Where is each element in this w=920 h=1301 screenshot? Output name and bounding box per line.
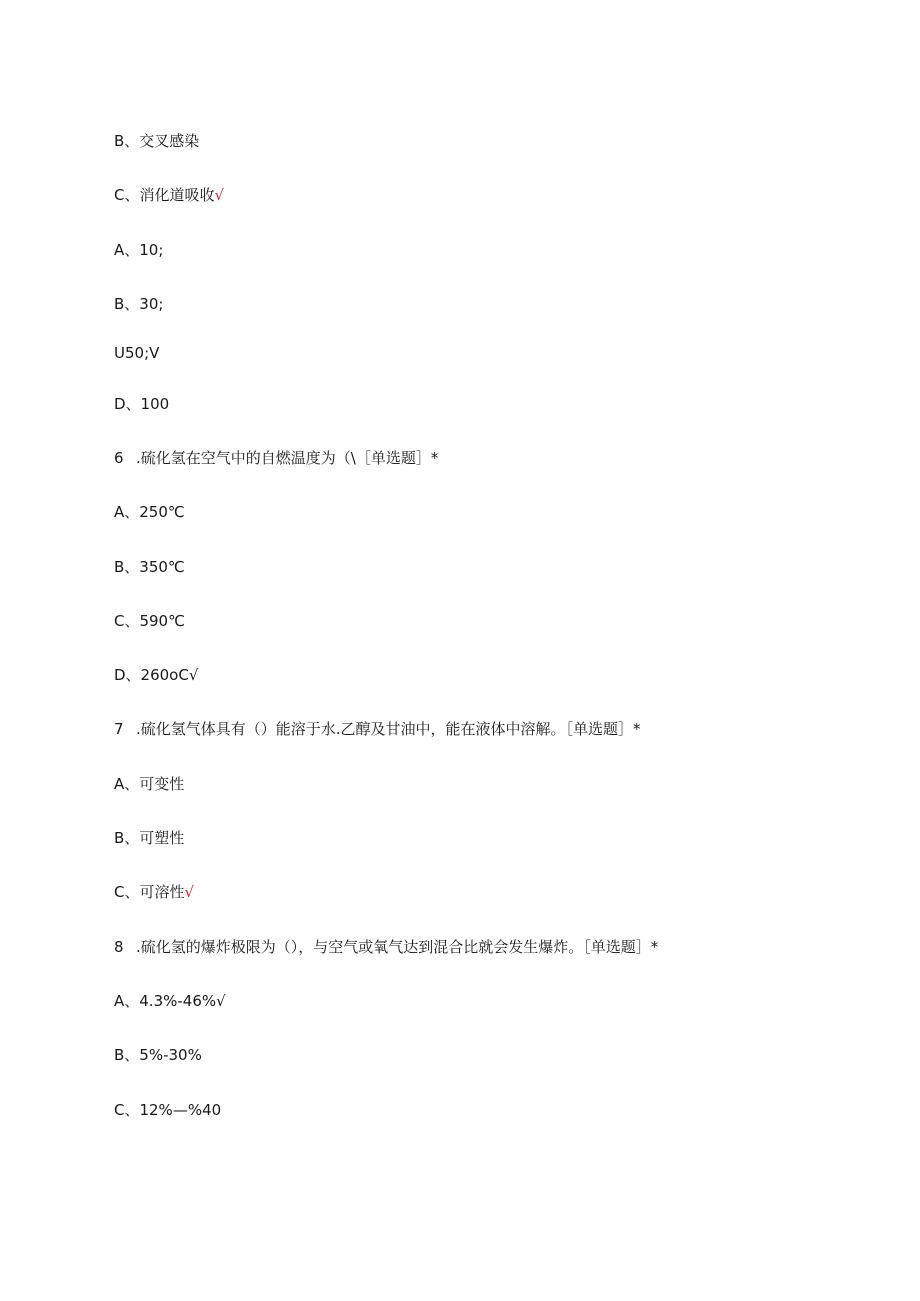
option-c-digestive-absorption xyxy=(114,185,224,205)
question-number: 7 xyxy=(114,720,124,738)
option-text: D、100 xyxy=(114,395,170,413)
option-text: B、30; xyxy=(114,295,164,313)
question-6 xyxy=(114,448,438,468)
q6-option-b xyxy=(114,557,185,577)
q7-option-b xyxy=(114,828,184,848)
q8-option-c xyxy=(114,1100,221,1120)
question-text: .硫化氢在空气中的自燃温度为（\［单选题］* xyxy=(136,449,439,467)
question-number: 6 xyxy=(114,449,124,467)
q7-option-c xyxy=(114,882,194,902)
question-number: 8 xyxy=(114,938,124,956)
option-text: C、可溶性 xyxy=(114,883,185,901)
correct-check-mark: √ xyxy=(214,186,225,204)
question-text: .硫化氢气体具有（）能溶于水.乙醇及甘油中，能在液体中溶解。［单选题］* xyxy=(136,720,641,738)
q8-option-a xyxy=(114,991,226,1011)
option-b-30 xyxy=(114,294,163,314)
option-text: A、250℃ xyxy=(114,503,185,521)
question-8 xyxy=(114,937,658,957)
question-7 xyxy=(114,719,641,739)
q8-option-b xyxy=(114,1045,202,1065)
option-text: B、交叉感染 xyxy=(114,132,200,150)
option-text: C、590℃ xyxy=(114,612,185,630)
option-c-50-ocr xyxy=(114,343,159,363)
option-text: B、可塑性 xyxy=(114,829,185,847)
q6-option-d xyxy=(114,665,198,685)
q6-option-a xyxy=(114,502,185,522)
option-text: A、4.3%-46%√ xyxy=(114,992,226,1010)
option-text: D、260oC√ xyxy=(114,666,199,684)
option-text: A、10; xyxy=(114,241,164,259)
q7-option-a xyxy=(114,774,184,794)
option-text: A、可变性 xyxy=(114,775,185,793)
option-text: B、350℃ xyxy=(114,558,185,576)
option-text: C、12%—%40 xyxy=(114,1101,222,1119)
q6-option-c xyxy=(114,611,185,631)
option-d-100 xyxy=(114,394,169,414)
correct-check-mark: √ xyxy=(184,883,195,901)
option-b-cross-infection xyxy=(114,131,199,151)
option-text: U50;V xyxy=(114,344,160,362)
option-a-10 xyxy=(114,240,163,260)
option-text: B、5%-30% xyxy=(114,1046,202,1064)
question-text: .硫化氢的爆炸极限为（），与空气或氧气达到混合比就会发生爆炸。［单选题］* xyxy=(136,938,659,956)
option-text: C、消化道吸收 xyxy=(114,186,215,204)
